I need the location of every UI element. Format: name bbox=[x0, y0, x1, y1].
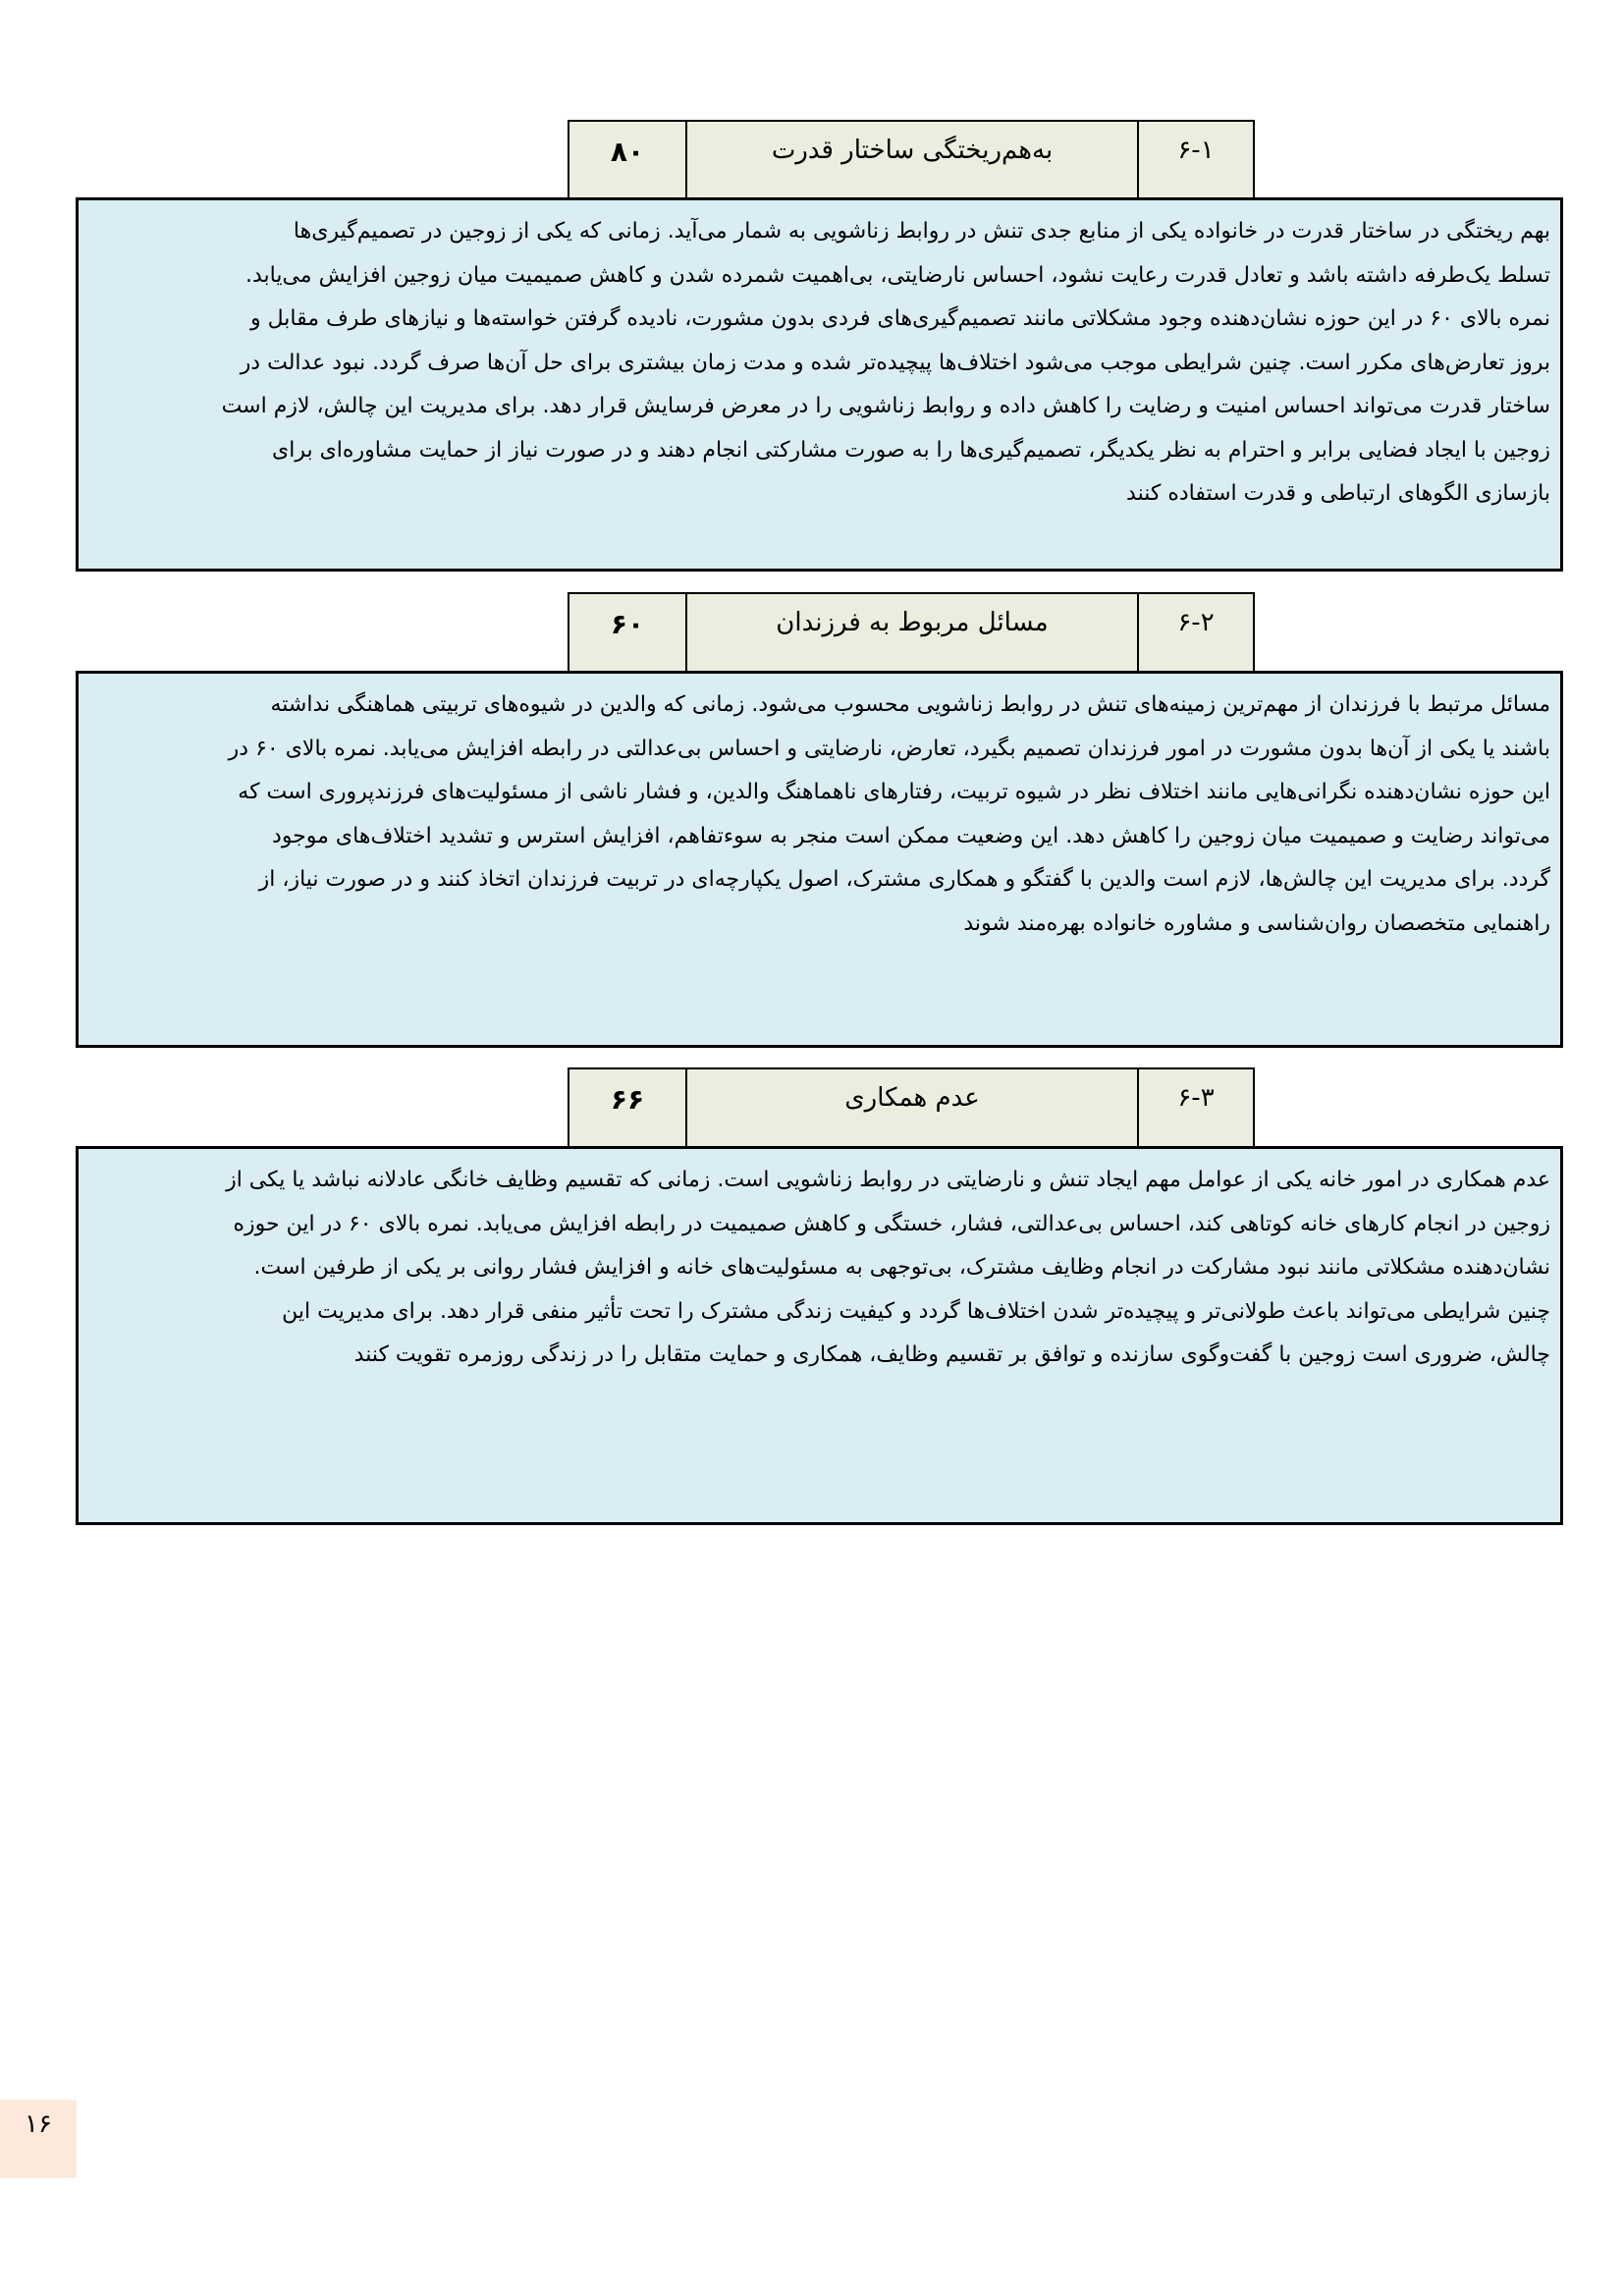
description-line: ساختار قدرت می‌تواند احساس امنیت و رضایت را کاهش داده و روابط زناشویی را در معرض فرسایش قرار دهد. برای مدیریت این چالش، لازم است bbox=[221, 394, 1550, 418]
description-line: می‌تواند رضایت و صمیمیت میان زوجین را کاهش دهد. این وضعیت ممکن است منجر به سوءتفاهم، افزایش استرس و تشدید اختلاف‌های موجود bbox=[272, 823, 1550, 848]
description-line: زوجین در انجام کارهای خانه کوتاهی کند، احساس بی‌عدالتی، فشار، خستگی و کاهش صمیمیت در رابطه افزایش می‌یابد. نمره بالای ۶۰ در این حوزه bbox=[233, 1211, 1550, 1236]
description-line: بهم ریختگی در ساختار قدرت در خانواده یکی از منابع جدی تنش در روابط زناشویی به شمار می‌آید. زمانی که یکی از زوجین در تصمیم‌گیری‌ها bbox=[293, 219, 1550, 244]
description-line: مسائل مرتبط با فرزندان از مهم‌ترین زمینه‌های تنش در روابط زناشویی محسوب می‌شود. زمانی که والدین در شیوه‌های تربیتی هماهنگی نداشته bbox=[270, 692, 1550, 717]
section-score: ۶۶ bbox=[569, 1069, 687, 1146]
description-line: بازسازی الگوهای ارتباطی و قدرت استفاده کنند bbox=[1126, 481, 1550, 506]
section-code: ۶-۳ bbox=[1177, 1083, 1215, 1113]
section-code: ۶-۲ bbox=[1177, 608, 1215, 637]
section-title: عدم همکاری bbox=[687, 1069, 1139, 1146]
description-line: باشند یا یکی از آن‌ها بدون مشورت در امور فرزندان تصمیم بگیرد، تعارض، نارضایتی و احساس بی‌عدالتی در رابطه افزایش می‌یابد. نمره بالای ۶۰ در bbox=[228, 736, 1550, 761]
description-line: زوجین با ایجاد فضایی برابر و احترام به نظر یکدیگر، تصمیم‌گیری‌ها را به صورت مشارکتی انجام دهند و در صورت نیاز از حمایت مشاوره‌ای برای bbox=[272, 437, 1550, 463]
section-score: ۸۰ bbox=[569, 122, 687, 198]
description-line: بروز تعارض‌های مکرر است. چنین شرایطی موجب می‌شود اختلاف‌ها پیچیده‌تر شده و مدت زمان بیشتری برای حل آن‌ها صرف گردد. نبود عدالت در bbox=[240, 350, 1550, 375]
description-line: نشان‌دهنده مشکلاتی مانند نبود مشارکت در انجام وظایف مشترک، بی‌توجهی به مسئولیت‌های خانه و افزایش فشار روانی بر یکی از طرفین است. bbox=[253, 1255, 1550, 1280]
description-line: راهنمایی متخصصان روان‌شناسی و مشاوره خانواده بهره‌مند شوند bbox=[963, 910, 1550, 936]
page-number: ۱۶ bbox=[0, 2100, 77, 2178]
section-code: ۶-۱ bbox=[1177, 136, 1215, 165]
section-header bbox=[568, 1067, 1255, 1146]
description-line: گردد. برای مدیریت این چالش‌ها، لازم است والدین با گفتگو و همکاری مشترک، اصول یکپارچه‌ای در تربیت فرزندان اتخاذ کنند و در صورت نیاز، از bbox=[258, 867, 1550, 892]
section-description bbox=[76, 671, 1563, 1048]
section-header bbox=[568, 592, 1255, 671]
description-line: عدم همکاری در امور خانه یکی از عوامل مهم ایجاد تنش و نارضایتی در روابط زناشویی است. زمانی که تقسیم وظایف خانگی عادلانه نباشد یا یکی از bbox=[226, 1168, 1550, 1192]
section-description bbox=[76, 1146, 1563, 1525]
section-title: مسائل مربوط به فرزندان bbox=[687, 594, 1139, 671]
section-title: به‌هم‌ریختگی ساختار قدرت bbox=[687, 122, 1139, 198]
section-description bbox=[76, 197, 1563, 572]
description-line: این حوزه نشان‌دهنده نگرانی‌هایی مانند اختلاف نظر در شیوه تربیت، رفتارهای ناهماهنگ والدین، و فشار ناشی از مسئولیت‌های فرزندپروری است که bbox=[238, 780, 1550, 804]
description-line: نمره بالای ۶۰ در این حوزه نشان‌دهنده وجود مشکلاتی مانند تصمیم‌گیری‌های فردی بدون مشورت، نادیده گرفتن خواسته‌ها و نیازهای طرف مقابل و bbox=[249, 306, 1550, 331]
section-header bbox=[568, 120, 1255, 198]
description-line: چالش، ضروری است زوجین با گفت‌وگوی سازنده و توافق بر تقسیم وظایف، همکاری و حمایت متقابل را در زندگی روزمره تقویت کنند bbox=[353, 1342, 1550, 1367]
description-line: تسلط یک‌طرفه داشته باشد و تعادل قدرت رعایت نشود، احساس نارضایتی، بی‌اهمیت شمرده شدن و کاهش صمیمیت میان زوجین افزایش می‌یابد. bbox=[244, 262, 1550, 288]
description-line: چنین شرایطی می‌تواند باعث طولانی‌تر و پیچیده‌تر شدن اختلاف‌ها گردد و کیفیت زندگی مشترک را تحت تأثیر منفی قرار دهد. برای مدیریت این bbox=[282, 1298, 1550, 1324]
section-score: ۶۰ bbox=[569, 594, 687, 671]
